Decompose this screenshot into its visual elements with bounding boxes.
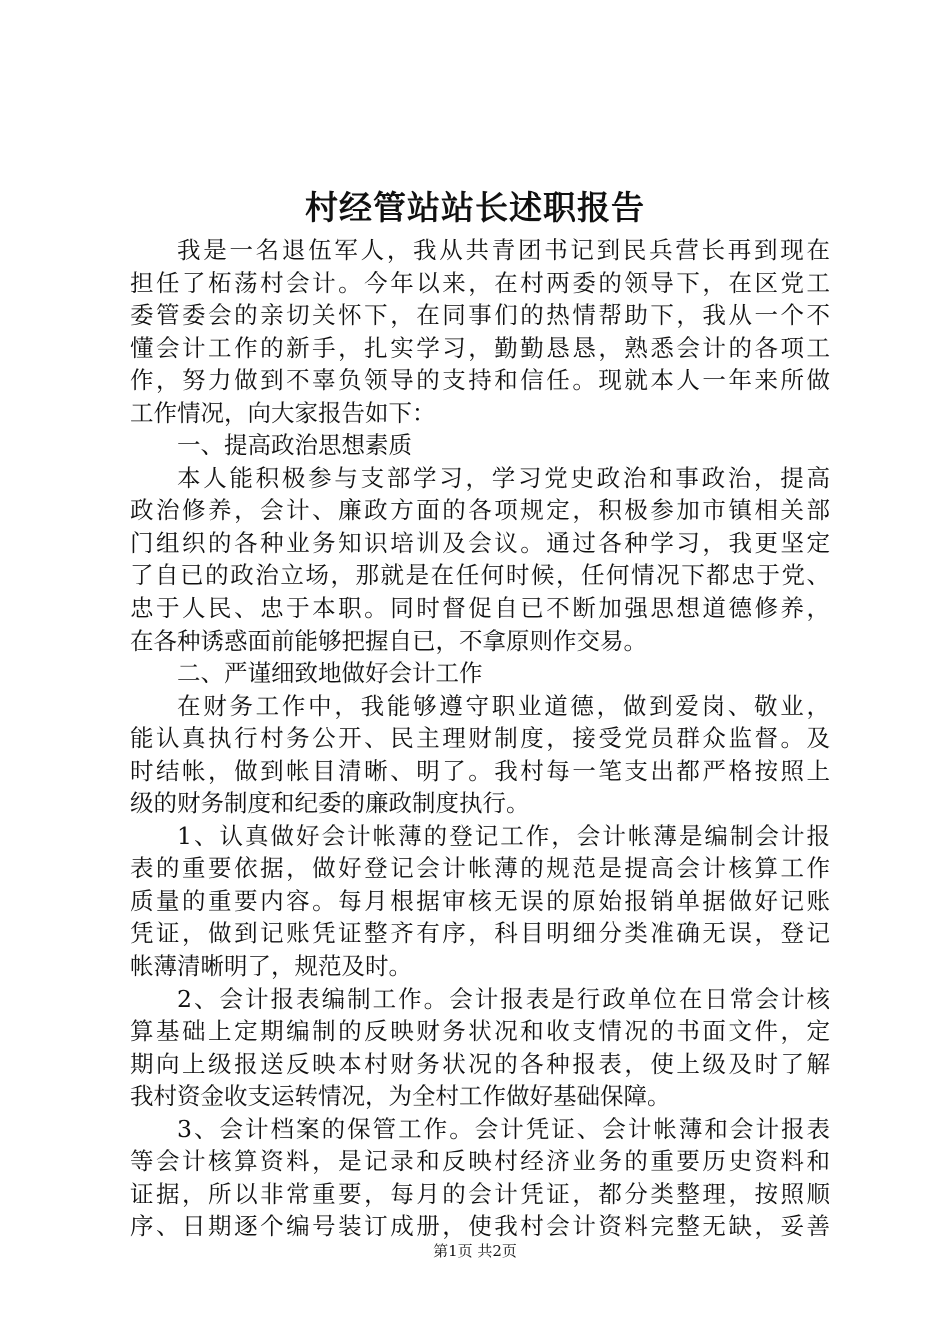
paragraph-line: 在各种诱惑面前能够把握自已，不拿原则作交易。	[130, 626, 647, 655]
paragraph-line: 担任了柘荡村会计。今年以来，在村两委的领导下，在区党工	[130, 268, 830, 297]
paragraph-line: 了自已的政治立场，那就是在任何时候，任何情况下都忠于党、	[130, 561, 830, 590]
paragraph-line: 质量的重要内容。每月根据审核无误的原始报销单据做好记账	[130, 886, 830, 915]
paragraph-line: 时结帐，做到帐目清晰、明了。我村每一笔支出都严格按照上	[130, 756, 830, 785]
paragraph-line: 帐薄清晰明了，规范及时。	[130, 952, 412, 981]
paragraph-line: 能认真执行村务公开、民主理财制度，接受党员群众监督。及	[130, 724, 830, 753]
paragraph-line: 本人能积极参与支部学习，学习党史政治和事政治，提高	[177, 463, 830, 492]
paragraph-line: 在财务工作中，我能够遵守职业道德，做到爱岗、敬业，	[177, 691, 830, 720]
paragraph-line: 证据，所以非常重要，每月的会计凭证，都分类整理，按照顺	[130, 1179, 830, 1208]
paragraph-line: 我村资金收支运转情况，为全村工作做好基础保障。	[130, 1082, 671, 1111]
section-heading: 一、提高政治思想素质	[177, 431, 412, 460]
document-body	[130, 234, 830, 1243]
paragraph-line: 作，努力做到不辜负领导的支持和信任。现就本人一年来所做	[130, 366, 830, 395]
paragraph-line: 2、会计报表编制工作。会计报表是行政单位在日常会计核	[177, 984, 830, 1013]
paragraph-line: 序、日期逐个编号装订成册，使我村会计资料完整无缺，妥善	[130, 1212, 830, 1241]
paragraph-line: 委管委会的亲切关怀下，在同事们的热情帮助下，我从一个不	[130, 301, 830, 330]
document-title: 村经管站站长述职报告	[305, 188, 645, 227]
page-indicator: 第1页 共2页	[433, 1242, 517, 1260]
paragraph-line: 工作情况，向大家报告如下：	[130, 398, 436, 427]
paragraph-line: 我是一名退伍军人，我从共青团书记到民兵营长再到现在	[177, 236, 830, 264]
paragraph-line: 期向上级报送反映本村财务状况的各种报表，使上级及时了解	[130, 1049, 830, 1078]
paragraph-line: 等会计核算资料，是记录和反映村经济业务的重要历史资料和	[130, 1147, 830, 1176]
paragraph-line: 忠于人民、忠于本职。同时督促自已不断加强思想道德修养，	[130, 594, 830, 623]
paragraph-line: 懂会计工作的新手，扎实学习，勤勤恳恳，熟悉会计的各项工	[130, 333, 830, 362]
paragraph-line: 凭证，做到记账凭证整齐有序，科目明细分类准确无误，登记	[130, 919, 830, 948]
paragraph-line: 级的财务制度和纪委的廉政制度执行。	[130, 789, 530, 818]
paragraph-line: 算基础上定期编制的反映财务状况和收支情况的书面文件，定	[130, 1017, 830, 1046]
paragraph-line: 3、会计档案的保管工作。会计凭证、会计帐薄和会计报表	[177, 1114, 830, 1143]
paragraph-line: 1、认真做好会计帐薄的登记工作，会计帐薄是编制会计报	[177, 821, 830, 850]
section-heading: 二、严谨细致地做好会计工作	[177, 659, 483, 688]
paragraph-line: 表的重要依据，做好登记会计帐薄的规范是提高会计核算工作	[130, 854, 830, 883]
paragraph-line: 门组织的各种业务知识培训及会议。通过各种学习，我更坚定	[130, 528, 830, 557]
paragraph-line: 政治修养，会计、廉政方面的各项规定，积极参加市镇相关部	[130, 496, 830, 525]
